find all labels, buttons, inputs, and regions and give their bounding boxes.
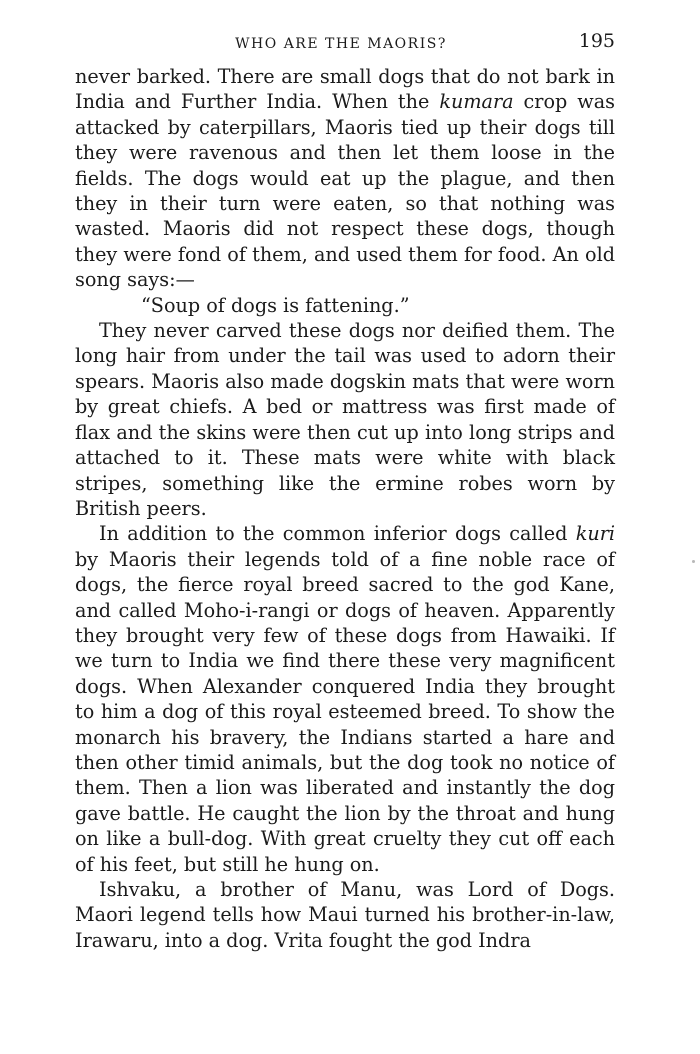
quoted-song: “Soup of dogs is fattening.” (141, 293, 410, 317)
book-page (75, 30, 615, 953)
paragraph (75, 64, 615, 293)
page-number: 195 (578, 30, 615, 52)
italic-term: kuri (575, 522, 615, 546)
paragraph: They never carved these dogs nor deified them. The long hair from under the tail was used to adorn their spears. Maoris also made dogskin mats that were worn by great chiefs. A bed or mattress was first made of flax and the skins were then cut up into long strips and attached to it. These mats were white with black stripes, something like the ermine robes worn by British peers. (75, 319, 615, 520)
text-run: crop was attacked by caterpillars, Maoris tied up their dogs till they were ravenous and then let them loose in the fields. The dogs would eat up the plague, and then they in their turn were eaten, so that nothing was wasted. Maoris did not respect these dogs, though they were fond of them, and used them for food. An old song says:— (75, 90, 615, 292)
paragraph (75, 521, 615, 877)
text-run: by Maoris their legends told of a fine noble race of dogs, the fierce royal breed sacred to the god Kane, and called Moho-i-rangi or dogs of heaven. Apparently they brought very few of these dogs from Hawaiki. If we turn to India we find there these very magnificent dogs. When Alexander conquered India they brought to him a dog of this royal esteemed breed. To show the monarch his bravery, the Indians started a hare and then other timid animals, but the dog took no notice of them. Then a lion was liberated and instantly the dog gave battle. He caught the lion by the throat and hung on like a bull-dog. With great cruelty they cut off each of his feet, but still he hung on. (75, 547, 615, 876)
running-header (75, 30, 615, 64)
italic-term: kumara (439, 90, 514, 114)
margin-speck (692, 560, 695, 563)
paragraph: Ishvaku, a brother of Manu, was Lord of Dogs. Maori legend tells how Maui turned his brother-in-law, Irawaru, into a dog. Vrita fought the god Indra (75, 878, 615, 952)
running-title: WHO ARE THE MAORIS? (235, 36, 447, 52)
text-run: In addition to the common inferior dogs called (99, 522, 576, 546)
text-run: never barked. There are small dogs that do not bark in India and Further India. When the (75, 65, 615, 114)
body-text (75, 64, 615, 953)
